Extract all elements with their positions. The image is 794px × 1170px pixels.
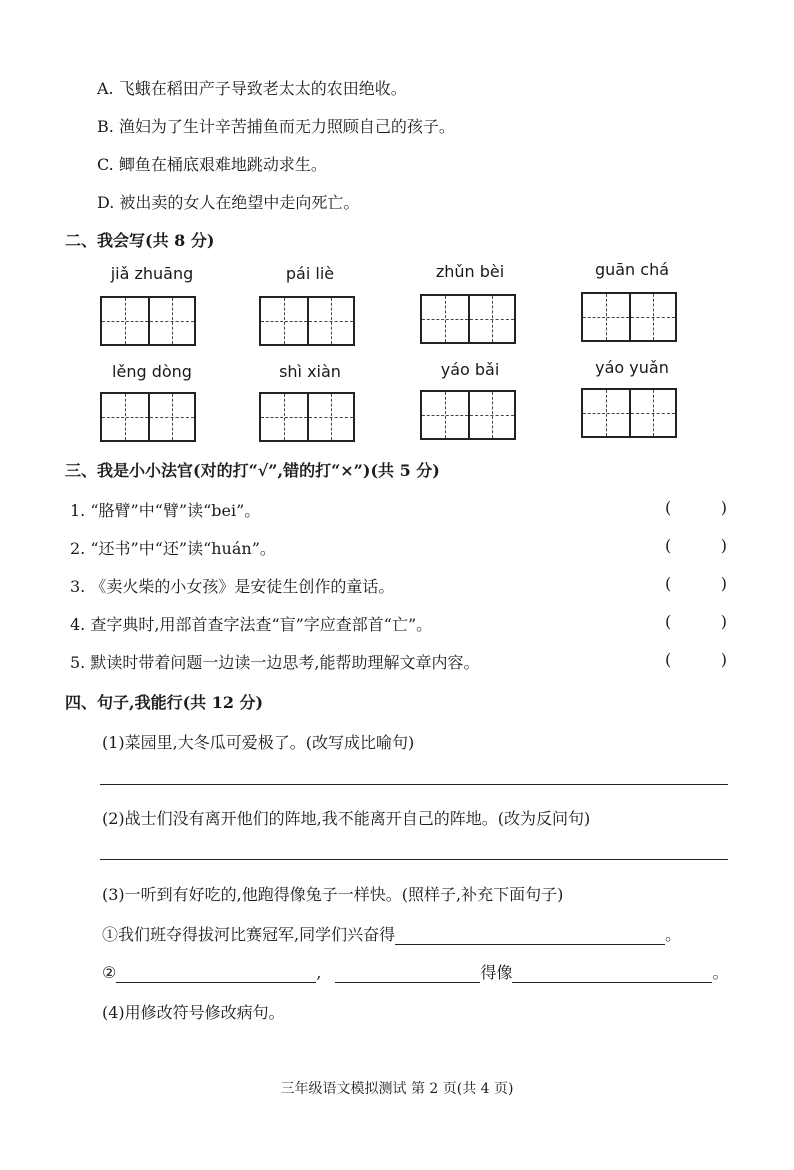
answer-parens[interactable]: ( ) <box>665 574 727 593</box>
pinyin-label: lěng dòng <box>112 362 192 381</box>
option-a: A. 飞蛾在稻田产子导致老太太的农田绝收。 <box>97 79 407 98</box>
fill-blank[interactable] <box>116 964 316 983</box>
judge-item-5: 5. 默读时带着问题一边读一边思考,能帮助理解文章内容。 <box>70 653 480 672</box>
answer-line[interactable] <box>100 784 728 785</box>
pinyin-label: jiǎ zhuāng <box>110 264 194 283</box>
answer-line[interactable] <box>100 859 728 860</box>
answer-parens[interactable]: ( ) <box>665 536 727 555</box>
writing-grid[interactable] <box>420 390 516 440</box>
fill-blank[interactable] <box>512 964 712 983</box>
answer-parens[interactable]: ( ) <box>665 650 727 669</box>
section-2-title: 二、我会写(共 8 分) <box>65 231 215 250</box>
writing-grid[interactable] <box>259 296 355 346</box>
writing-grid[interactable] <box>100 392 196 442</box>
pinyin-label: pái liè <box>285 264 335 283</box>
pinyin-label: zhǔn bèi <box>435 262 505 281</box>
pinyin-label: yáo yuǎn <box>595 358 669 377</box>
judge-item-3: 3. 《卖火柴的小女孩》是安徒生创作的童话。 <box>70 577 395 596</box>
option-c: C. 鲫鱼在桶底艰难地跳动求生。 <box>97 155 327 174</box>
question-4: (4)用修改符号修改病句。 <box>102 1003 285 1022</box>
fill-blank[interactable] <box>395 926 665 945</box>
question-2: (2)战士们没有离开他们的阵地,我不能离开自己的阵地。(改为反问句) <box>102 809 591 828</box>
page-footer: 三年级语文模拟测试 第 2 页(共 4 页) <box>280 1081 514 1097</box>
writing-grid[interactable] <box>100 296 196 346</box>
question-3: (3)一听到有好吃的,他跑得像兔子一样快。(照样子,补充下面句子) <box>102 885 564 904</box>
pinyin-label: yáo bǎi <box>440 360 500 379</box>
judge-item-2: 2. “还书”中“还”读“huán”。 <box>70 539 276 558</box>
writing-grid[interactable] <box>581 292 677 342</box>
question-3-1: ①我们班夺得拔河比赛冠军,同学们兴奋得 。 <box>102 925 682 944</box>
pinyin-label: guān chá <box>594 260 670 279</box>
option-b: B. 渔妇为了生计辛苦捕鱼而无力照顾自己的孩子。 <box>97 117 455 136</box>
judge-item-4: 4. 查字典时,用部首查字法查“盲”字应查部首“亡”。 <box>70 615 433 634</box>
section-4-title: 四、句子,我能行(共 12 分) <box>65 693 264 712</box>
writing-grid[interactable] <box>581 388 677 438</box>
answer-parens[interactable]: ( ) <box>665 498 727 517</box>
writing-grid[interactable] <box>259 392 355 442</box>
judge-item-1: 1. “胳臂”中“臂”读“bei”。 <box>70 501 261 520</box>
writing-grid[interactable] <box>420 294 516 344</box>
section-3-title: 三、我是小小法官(对的打“√”,错的打“×”)(共 5 分) <box>65 461 440 480</box>
fill-blank[interactable] <box>335 964 480 983</box>
pinyin-label: shì xiàn <box>279 362 341 381</box>
question-3-2: ② , 得像 。 <box>102 963 729 982</box>
option-d: D. 被出卖的女人在绝望中走向死亡。 <box>97 193 360 212</box>
question-1: (1)菜园里,大冬瓜可爱极了。(改写成比喻句) <box>102 733 415 752</box>
answer-parens[interactable]: ( ) <box>665 612 727 631</box>
